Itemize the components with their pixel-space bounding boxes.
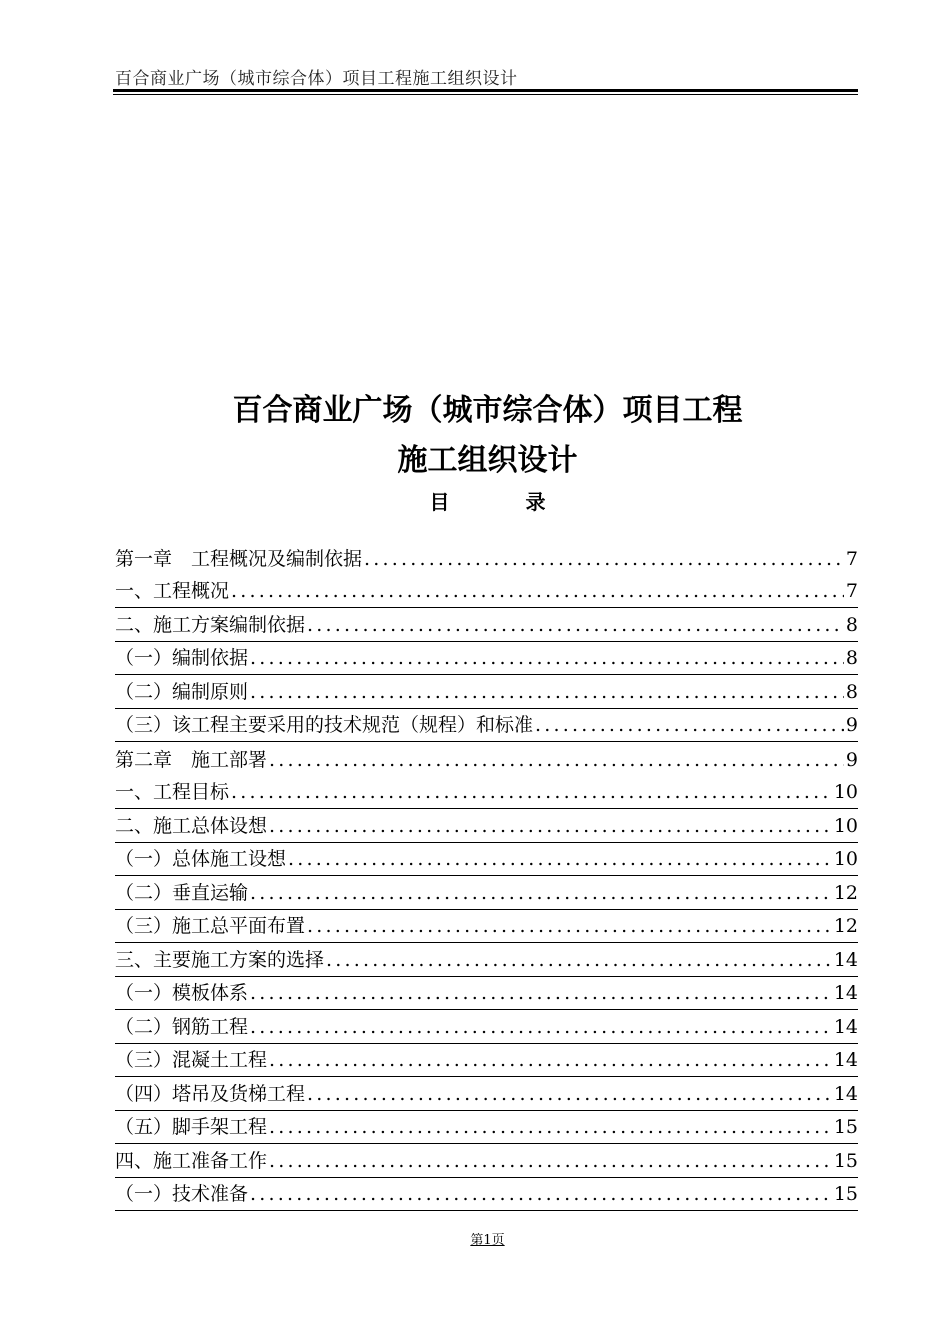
table-of-contents	[115, 541, 858, 1211]
toc-entry[interactable]	[115, 541, 858, 575]
toc-dot-leader	[305, 914, 832, 938]
toc-entry[interactable]	[115, 1144, 858, 1178]
toc-entry[interactable]	[115, 675, 858, 709]
toc-entry-page: 7	[845, 580, 858, 602]
toc-entry[interactable]	[115, 1077, 858, 1111]
header-rule	[113, 89, 858, 92]
toc-dot-leader	[324, 948, 832, 972]
page-number: 第1页	[470, 1233, 505, 1248]
toc-entry-title: 第二章 施工部署	[115, 748, 268, 771]
toc-entry[interactable]	[115, 943, 858, 977]
toc-dot-leader	[248, 1182, 832, 1206]
toc-entry-page: 14	[833, 1049, 858, 1071]
toc-entry[interactable]	[115, 910, 858, 944]
toc-entry[interactable]	[115, 977, 858, 1011]
toc-entry-title: （一）技术准备	[115, 1183, 249, 1205]
toc-dot-leader	[362, 547, 844, 571]
toc-entry-page: 12	[833, 881, 858, 904]
toc-dot-leader	[267, 748, 844, 772]
toc-entry-page: 8	[845, 613, 858, 636]
toc-entry[interactable]	[115, 876, 858, 910]
toc-heading-right: 录	[525, 490, 546, 514]
toc-entry-page: 7	[845, 547, 858, 570]
toc-dot-leader	[305, 1082, 832, 1106]
toc-dot-leader	[286, 847, 832, 871]
toc-dot-leader	[248, 981, 832, 1005]
toc-entry-page: 15	[833, 1183, 858, 1205]
toc-entry-title: （一）编制依据	[115, 647, 249, 669]
toc-entry-title: （三）混凝土工程	[115, 1049, 268, 1071]
toc-dot-leader	[267, 814, 832, 838]
toc-entry-title: 一、工程目标	[115, 781, 230, 803]
toc-entry-page: 10	[833, 814, 858, 837]
document-subtitle: 施工组织设计	[397, 443, 578, 478]
toc-dot-leader	[229, 780, 832, 804]
toc-entry-title: （二）钢筋工程	[115, 1015, 249, 1038]
toc-entry-title: （四）塔吊及货梯工程	[115, 1082, 306, 1105]
toc-entry-title: （三）该工程主要采用的技术规范（规程）和标准	[115, 714, 534, 736]
toc-entry-page: 8	[845, 680, 858, 703]
toc-entry-title: 二、施工总体设想	[115, 814, 268, 837]
toc-entry-title: （五）脚手架工程	[115, 1116, 268, 1138]
toc-entry-page: 14	[833, 948, 858, 971]
toc-entry-page: 10	[833, 781, 858, 803]
toc-dot-leader	[267, 1115, 832, 1139]
running-header: 百合商业广场（城市综合体）项目工程施工组织设计	[115, 69, 518, 89]
toc-entry[interactable]	[115, 1044, 858, 1078]
toc-dot-leader	[305, 613, 844, 637]
toc-entry-title: 第一章 工程概况及编制依据	[115, 547, 363, 570]
toc-entry-title: （二）编制原则	[115, 680, 249, 703]
toc-entry-page: 14	[833, 1015, 858, 1038]
toc-entry[interactable]	[115, 642, 858, 676]
toc-entry[interactable]	[115, 575, 858, 609]
toc-entry[interactable]	[115, 1178, 858, 1212]
toc-entry[interactable]	[115, 776, 858, 810]
toc-entry[interactable]	[115, 843, 858, 877]
toc-entry-page: 9	[845, 714, 858, 736]
toc-entry[interactable]	[115, 1111, 858, 1145]
toc-dot-leader	[267, 1149, 832, 1173]
toc-entry-page: 15	[833, 1116, 858, 1138]
toc-entry-title: 三、主要施工方案的选择	[115, 948, 325, 971]
toc-entry[interactable]	[115, 1010, 858, 1044]
toc-dot-leader	[248, 881, 832, 905]
toc-dot-leader	[229, 579, 844, 603]
toc-entry-page: 14	[833, 982, 858, 1004]
toc-entry-title: 二、施工方案编制依据	[115, 613, 306, 636]
toc-dot-leader	[248, 1015, 832, 1039]
toc-entry-page: 15	[833, 1149, 858, 1172]
toc-heading-left: 目	[429, 490, 450, 514]
toc-entry-page: 8	[845, 647, 858, 669]
toc-entry-page: 12	[833, 915, 858, 937]
toc-dot-leader	[267, 1048, 832, 1072]
toc-entry[interactable]	[115, 608, 858, 642]
toc-dot-leader	[533, 713, 844, 737]
toc-entry-page: 10	[833, 848, 858, 870]
toc-entry-title: （一）总体施工设想	[115, 848, 287, 870]
toc-entry[interactable]	[115, 709, 858, 743]
toc-entry-title: 四、施工准备工作	[115, 1149, 268, 1172]
toc-entry-title: 一、工程概况	[115, 580, 230, 602]
toc-entry[interactable]	[115, 742, 858, 776]
toc-entry[interactable]	[115, 809, 858, 843]
toc-entry-page: 14	[833, 1082, 858, 1105]
toc-dot-leader	[248, 646, 844, 670]
toc-entry-title: （一）模板体系	[115, 982, 249, 1004]
toc-dot-leader	[248, 680, 844, 704]
document-title: 百合商业广场（城市综合体）项目工程	[232, 393, 743, 428]
toc-entry-title: （二）垂直运输	[115, 881, 249, 904]
toc-heading	[0, 489, 950, 515]
header-rule-thin	[113, 94, 858, 95]
page-footer	[0, 1229, 950, 1248]
toc-entry-title: （三）施工总平面布置	[115, 915, 306, 937]
toc-entry-page: 9	[845, 748, 858, 771]
